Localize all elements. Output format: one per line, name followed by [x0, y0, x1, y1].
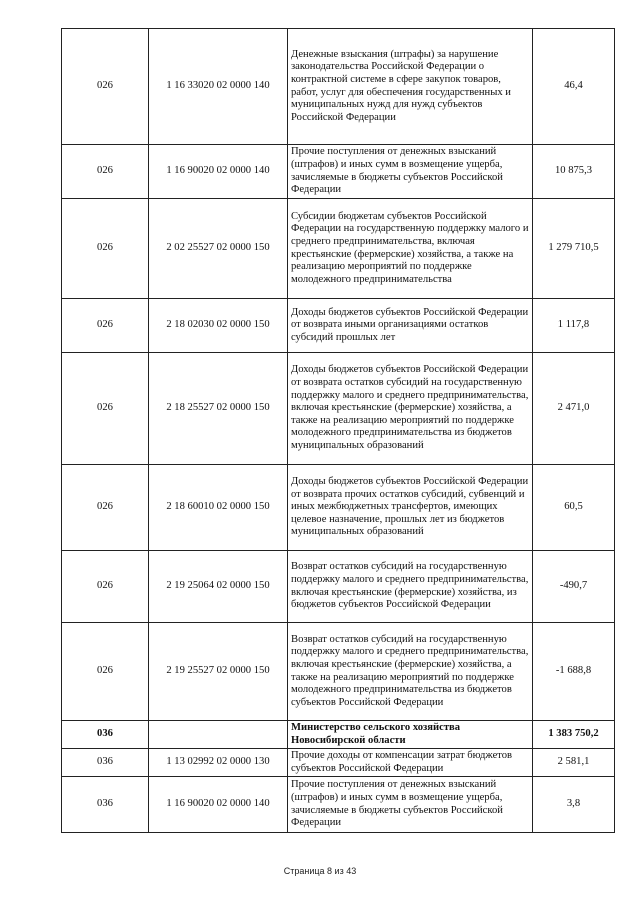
page-number-footer: Страница 8 из 43 — [283, 866, 357, 876]
budget-code-cell: 2 19 25064 02 0000 150 — [149, 551, 288, 623]
table-row — [62, 145, 615, 199]
revenue-name-cell: Прочие доходы от компенсации затрат бюджетов субъектов Российской Федерации — [288, 749, 533, 777]
amount-cell: 2 471,0 — [533, 353, 615, 465]
table-row — [62, 353, 615, 465]
ministry-name-cell: Министерство сельского хозяйства Новосибирской области — [288, 721, 533, 749]
admin-code-cell: 036 — [62, 777, 149, 833]
revenue-name-cell: Возврат остатков субсидий на государственную поддержку малого и среднего предпринимательства, включая крестьянские (фермерские) хозяйства, из бюджетов субъектов Российской Федерации — [288, 551, 533, 623]
amount-cell: -490,7 — [533, 551, 615, 623]
budget-code-cell: 1 16 33020 02 0000 140 — [149, 29, 288, 145]
table-row — [62, 29, 615, 145]
amount-cell: 60,5 — [533, 465, 615, 551]
table-row — [62, 623, 615, 721]
budget-code-cell — [149, 721, 288, 749]
budget-code-cell: 1 16 90020 02 0000 140 — [149, 777, 288, 833]
budget-code-cell: 1 13 02992 02 0000 130 — [149, 749, 288, 777]
admin-code-cell: 036 — [62, 749, 149, 777]
revenue-name-cell: Прочие поступления от денежных взысканий (штрафов) и иных сумм в возмещение ущерба, зачисляемые в бюджеты субъектов Российской Федерации — [288, 777, 533, 833]
admin-code-cell: 026 — [62, 29, 149, 145]
revenue-name-cell: Субсидии бюджетам субъектов Российской Федерации на государственную поддержку малого и среднего предпринимательства, включая крестьянские (фермерские) хозяйства, а также на реализацию мероприятий по поддержке молодежного предпринимательства — [288, 199, 533, 299]
amount-cell: 2 581,1 — [533, 749, 615, 777]
amount-cell: -1 688,8 — [533, 623, 615, 721]
revenue-name-cell: Доходы бюджетов субъектов Российской Федерации от возврата иными организациями остатков субсидий прошлых лет — [288, 299, 533, 353]
table-row — [62, 465, 615, 551]
budget-code-cell: 2 19 25527 02 0000 150 — [149, 623, 288, 721]
budget-code-cell: 2 18 60010 02 0000 150 — [149, 465, 288, 551]
revenue-name-cell: Доходы бюджетов субъектов Российской Федерации от возврата остатков субсидий на государственную поддержку малого и среднего предпринимательства, включая крестьянские (фермерские) хозяйства, а также на реализацию мероприятий по поддержке молодежного предпринимательства из бюджетов муниципальных образований — [288, 353, 533, 465]
revenue-table — [61, 28, 615, 833]
admin-code-cell: 026 — [62, 199, 149, 299]
admin-code-cell: 026 — [62, 465, 149, 551]
admin-code-cell: 026 — [62, 145, 149, 199]
table-row — [62, 199, 615, 299]
budget-code-cell: 2 18 25527 02 0000 150 — [149, 353, 288, 465]
admin-code-cell: 026 — [62, 353, 149, 465]
admin-code-cell: 026 — [62, 299, 149, 353]
admin-code-cell: 036 — [62, 721, 149, 749]
budget-code-cell: 2 02 25527 02 0000 150 — [149, 199, 288, 299]
amount-cell: 1 279 710,5 — [533, 199, 615, 299]
table-row — [62, 749, 615, 777]
amount-cell: 3,8 — [533, 777, 615, 833]
amount-cell: 46,4 — [533, 29, 615, 145]
amount-cell: 1 383 750,2 — [533, 721, 615, 749]
revenue-name-cell: Возврат остатков субсидий на государственную поддержку малого и среднего предпринимательства, включая крестьянские (фермерские) хозяйства, а также на реализацию мероприятий по поддержке молодежного предпринимательства из бюджетов субъектов Российской Федерации — [288, 623, 533, 721]
revenue-name-cell: Доходы бюджетов субъектов Российской Федерации от возврата прочих остатков субсидий, субвенций и иных межбюджетных трансфертов, имеющих целевое назначение, прошлых лет из бюджетов муниципальных образований — [288, 465, 533, 551]
budget-code-cell: 1 16 90020 02 0000 140 — [149, 145, 288, 199]
revenue-name-cell: Денежные взыскания (штрафы) за нарушение законодательства Российской Федерации о контрактной системе в сфере закупок товаров, работ, услуг для обеспечения государственных и муниципальных нужд для нужд субъектов Российской Федерации — [288, 29, 533, 145]
amount-cell: 1 117,8 — [533, 299, 615, 353]
admin-code-cell: 026 — [62, 551, 149, 623]
admin-code-cell: 026 — [62, 623, 149, 721]
revenue-name-cell: Прочие поступления от денежных взысканий (штрафов) и иных сумм в возмещение ущерба, зачисляемые в бюджеты субъектов Российской Федерации — [288, 145, 533, 199]
amount-cell: 10 875,3 — [533, 145, 615, 199]
budget-code-cell: 2 18 02030 02 0000 150 — [149, 299, 288, 353]
table-row — [62, 551, 615, 623]
ministry-header-row — [62, 721, 615, 749]
table-row — [62, 777, 615, 833]
table-row — [62, 299, 615, 353]
